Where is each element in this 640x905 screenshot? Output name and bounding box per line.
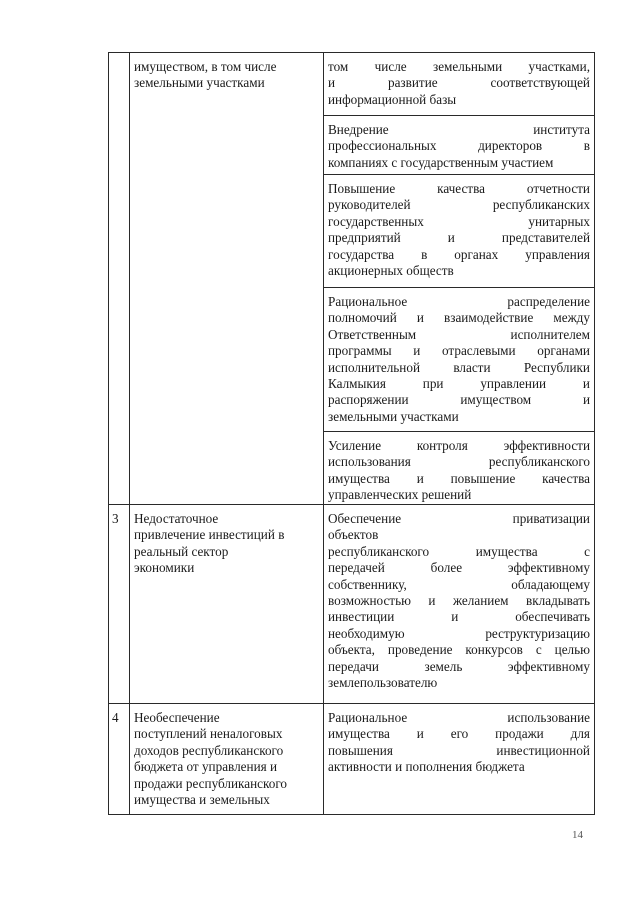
page-number: 14 [572, 829, 583, 841]
measure-line: предприятий и представителей [328, 230, 590, 246]
measure-line: республиканского имущества с [328, 543, 590, 559]
row-number-cell [109, 53, 130, 505]
problem-cell [130, 704, 324, 815]
measure-line: необходимую реструктуризацию [328, 625, 590, 641]
problem-line: поступлений неналоговых [134, 726, 283, 742]
measure-line: объекта, проведение конкурсов с целью [328, 642, 590, 658]
measure-line: использования республиканского [328, 454, 590, 470]
problem-line: продажи республиканского [134, 775, 287, 791]
measure-line: Повышение качества отчетности [328, 181, 590, 196]
measure-line: руководителей республиканских [328, 197, 590, 213]
problem-line: экономики [134, 560, 195, 576]
measure-line: Ответственным исполнителем [328, 326, 590, 342]
measure-line: активности и пополнения бюджета [328, 759, 525, 775]
problem-line: привлечение инвестиций в [134, 527, 285, 543]
problem-line: доходов республиканского [134, 742, 284, 758]
measure-line: том числе земельными участками, [328, 59, 590, 74]
row-number: 4 [112, 710, 119, 725]
measure-line: передачей более эффективному [328, 560, 590, 576]
measure-line: земельными участками [328, 408, 459, 424]
measure-line: передачи земель эффективному [328, 658, 590, 674]
table-row [109, 505, 595, 704]
measure-line: Обеспечение приватизации [328, 511, 590, 526]
problem-line: реальный сектор [134, 543, 229, 559]
measure-cell [324, 432, 595, 505]
problem-cell [130, 505, 324, 704]
measure-line: государства в органах управления [328, 246, 590, 262]
measure-line: землепользователю [328, 675, 438, 691]
measure-line: Калмыкия при управлении и [328, 376, 590, 392]
measures-table [108, 52, 595, 815]
measure-line: государственных унитарных [328, 213, 590, 229]
measure-line: исполнительной власти Республики [328, 359, 590, 375]
table-row [109, 704, 595, 815]
measure-cell [324, 175, 595, 288]
measure-line: собственнику, обладающему [328, 576, 590, 592]
problem-line: бюджета от управления и [134, 759, 278, 775]
measure-line: Внедрение института [328, 122, 590, 137]
measure-line: объектов [328, 527, 379, 543]
problem-line: Недостаточное [134, 511, 219, 526]
measure-line: распоряжении имуществом и [328, 392, 590, 408]
row-number: 3 [112, 511, 119, 526]
measure-cell [324, 704, 595, 815]
problem-line: Необеспечение [134, 710, 220, 725]
measure-cell [324, 53, 595, 116]
row-number-cell [109, 704, 130, 815]
measure-line: полномочий и взаимодействие между [328, 310, 590, 326]
measure-line: имущества и его продажи для [328, 726, 590, 742]
measure-line: акционерных обществ [328, 263, 454, 279]
measure-line: инвестиции и обеспечивать [328, 609, 590, 625]
problem-line: имуществом, в том числе [134, 59, 277, 74]
problem-line: имущества и земельных [134, 792, 270, 808]
measure-line: и развитие соответствующей [328, 75, 590, 91]
measure-line: управленческих решений [328, 487, 472, 503]
measure-line: компаниях с государственным участием [328, 154, 554, 170]
problem-cell [130, 53, 324, 505]
table-row [109, 53, 595, 116]
measure-line: возможностью и желанием вкладывать [328, 593, 590, 609]
measure-cell [324, 288, 595, 432]
measure-cell [324, 505, 595, 704]
row-number-cell [109, 505, 130, 704]
measure-line: Рациональное распределение [328, 294, 590, 309]
problem-line: земельными участками [134, 75, 265, 91]
measure-line: информационной базы [328, 91, 457, 107]
measure-line: профессиональных директоров в [328, 138, 590, 154]
measure-line: повышения инвестиционной [328, 742, 590, 758]
measure-cell [324, 116, 595, 175]
measure-line: программы и отраслевыми органами [328, 343, 590, 359]
measure-line: Усиление контроля эффективности [328, 438, 590, 453]
measure-line: Рациональное использование [328, 710, 590, 725]
measure-line: имущества и повышение качества [328, 470, 590, 486]
